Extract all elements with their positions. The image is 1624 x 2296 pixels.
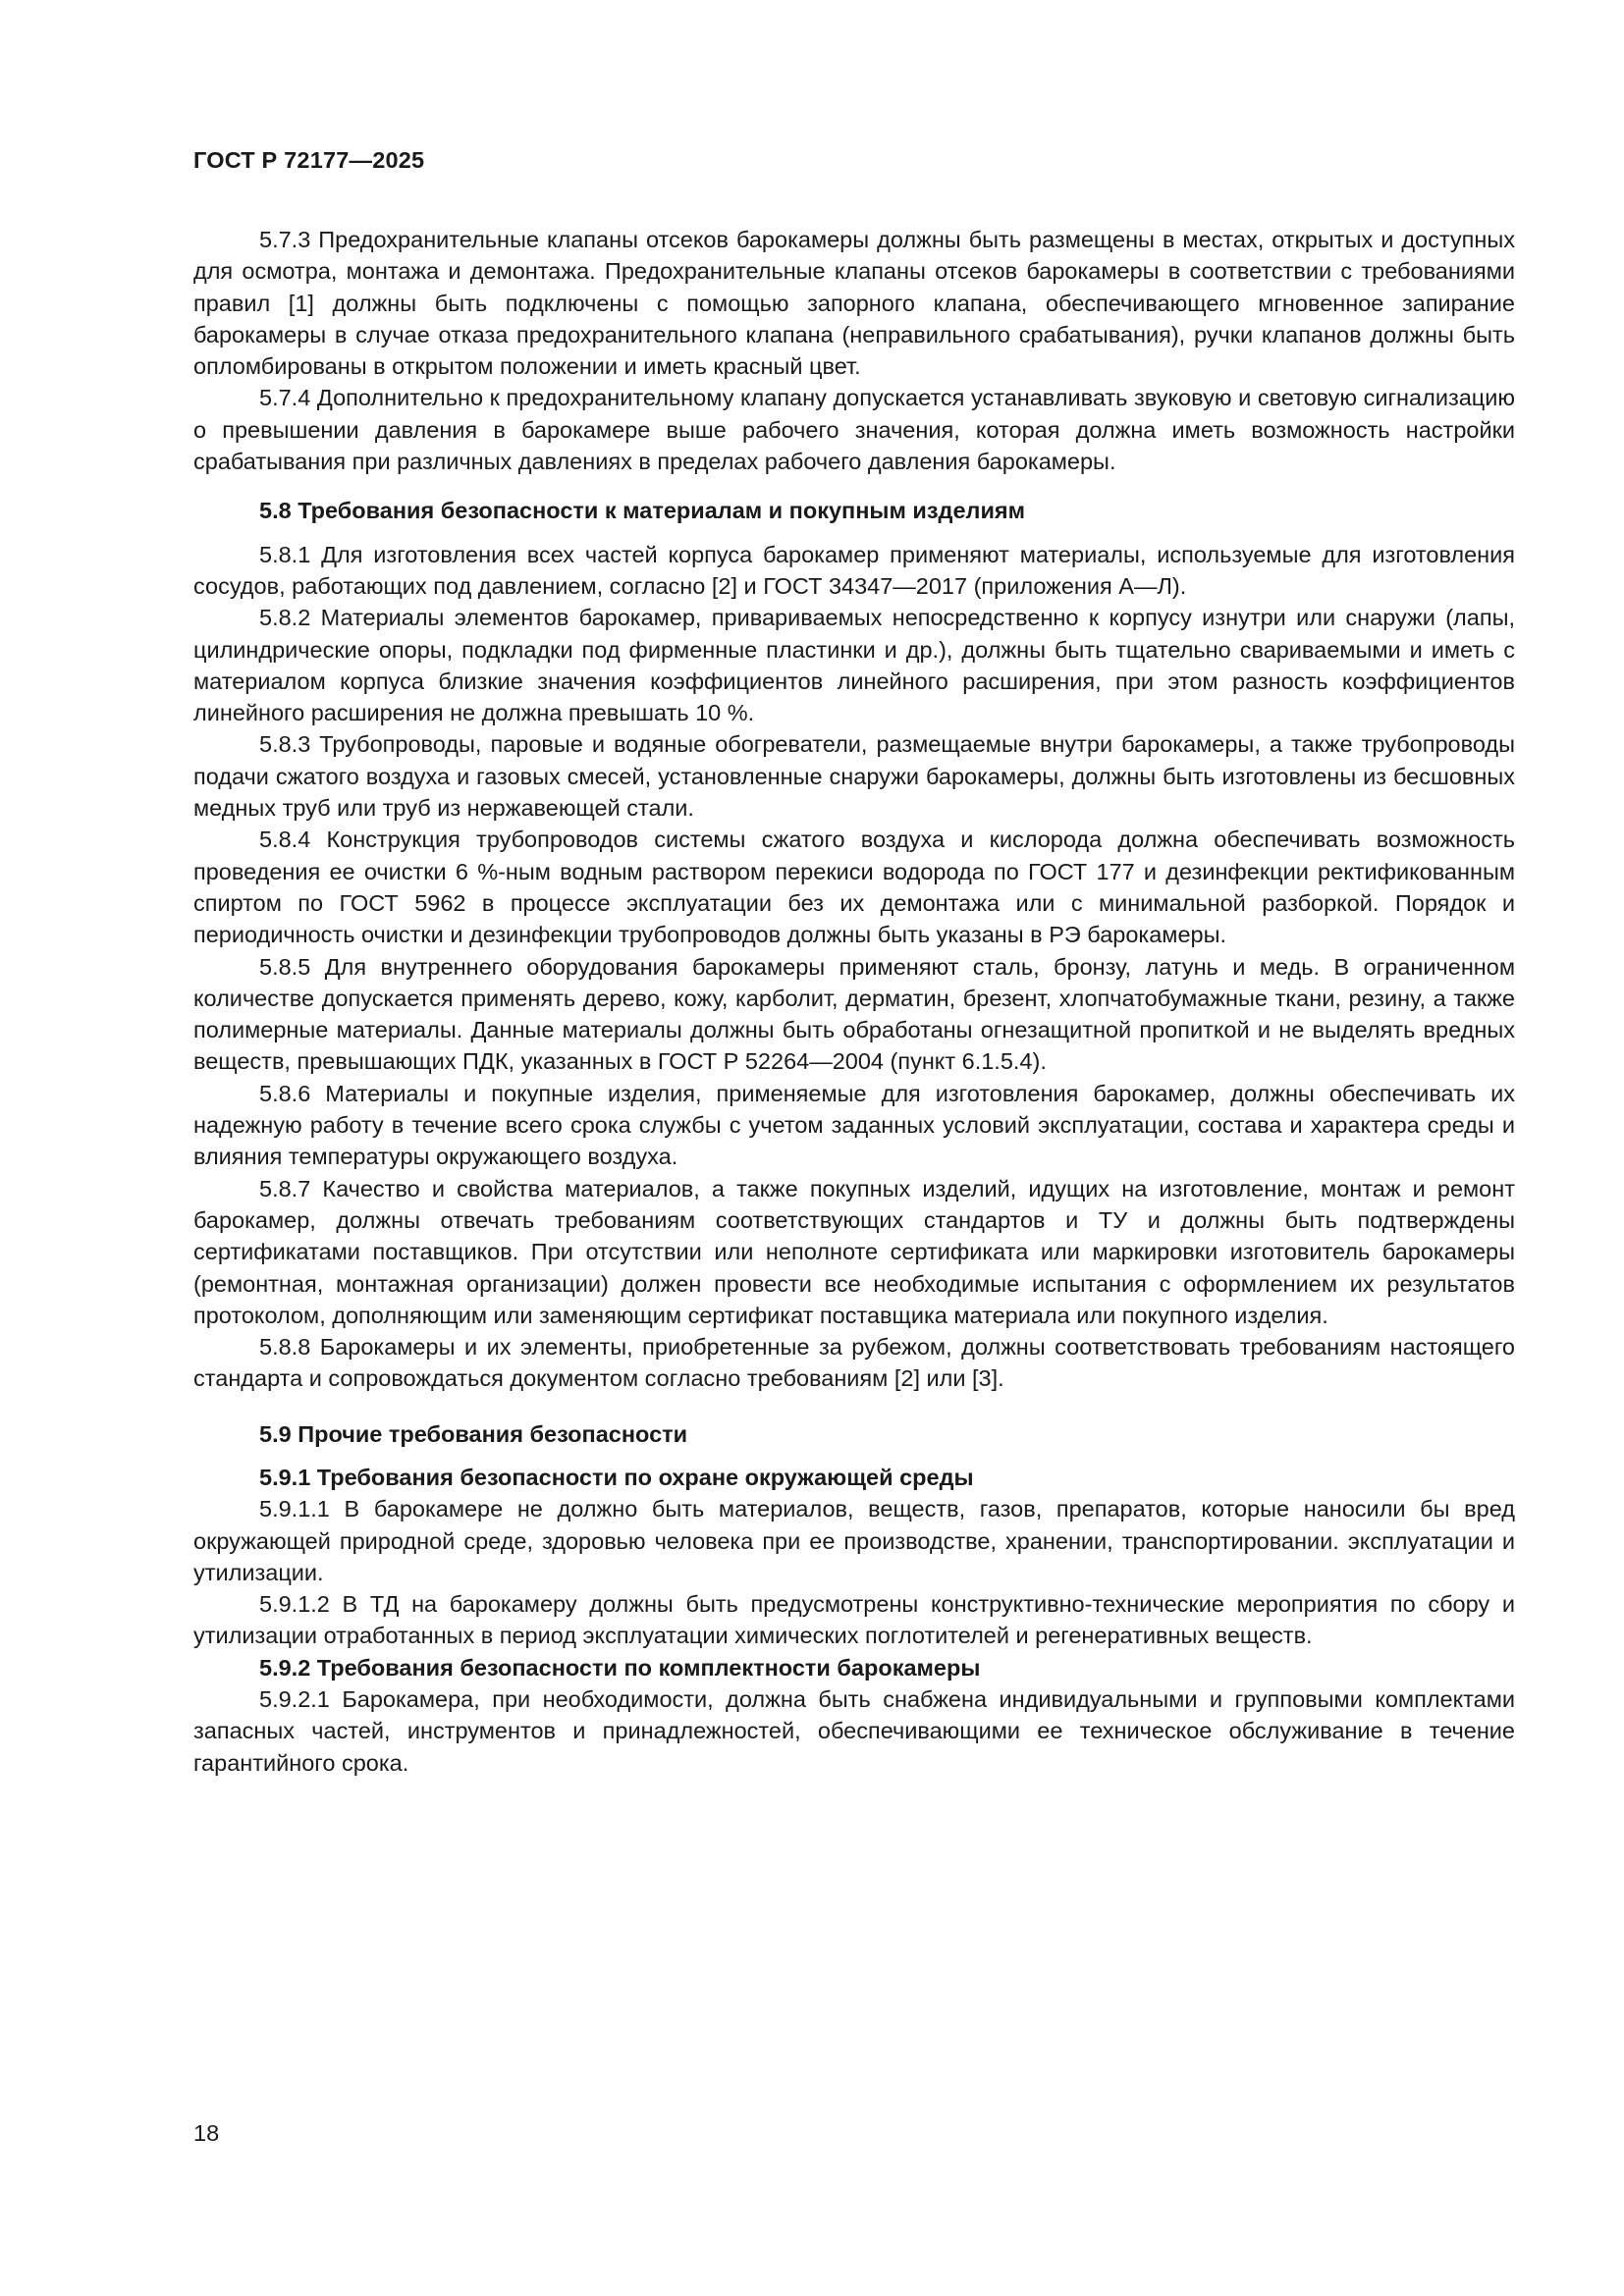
paragraph-5-8-8: 5.8.8 Барокамеры и их элементы, приобретенные за рубежом, должны соответствовать требованиям настоящего стандарта и сопровождаться документом согласно требованиям [2] или [3]. [193,1334,1515,1392]
paragraph-5-8-2: 5.8.2 Материалы элементов барокамер, привариваемых непосредственно к корпусу изнутри или снаружи (лапы, цилиндрические опоры, подкладки под фирменные пластинки и др.), должны быть тщательно свариваемыми и иметь с материалом корпуса близкие значения коэффициентов линейного расширения, при этом разность коэффициентов линейного расширения не должна превышать 10 %. [193,605,1515,726]
document-header: ГОСТ Р 72177—2025 [193,147,425,173]
subsection-heading-5-9-2: 5.9.2 Требования безопасности по комплектности барокамеры [259,1654,981,1681]
paragraph-5-9-2-1: 5.9.2.1 Барокамера, при необходимости, должна быть снабжена индивидуальными и групповыми комплектами запасных частей, инструментов и принадлежностей, обеспечивающими ее техническое обслуживание в течение гарантийного срока. [193,1686,1515,1776]
subsection-heading-5-9-1: 5.9.1 Требования безопасности по охране окружающей среды [259,1464,974,1490]
document-body [193,224,1515,1779]
paragraph-5-8-1: 5.8.1 Для изготовления всех частей корпуса барокамер применяют материалы, используемые для изготовления сосудов, работающих под давлением, согласно [2] и ГОСТ 34347—2017 (приложения А—Л). [193,541,1515,599]
section-heading-5-8: 5.8 Требования безопасности к материалам и покупным изделиям [259,498,1025,524]
paragraph-5-8-3: 5.8.3 Трубопроводы, паровые и водяные обогреватели, размещаемые внутри барокамеры, а также трубопроводы подачи сжатого воздуха и газовых смесей, установленные снаружи барокамеры, должны быть изготовлены из бесшовных медных труб или труб из нержавеющей стали. [193,731,1515,822]
paragraph-5-8-5: 5.8.5 Для внутреннего оборудования барокамеры применяют сталь, бронзу, латунь и медь. В ограниченном количестве допускается применять дерево, кожу, карболит, дерматин, брезент, хлопчатобумажные ткани, резину, а также полимерные материалы. Данные материалы должны быть обработаны огнезащитной пропиткой и не выделять вредных веществ, превышающих ПДК, указанных в ГОСТ Р 52264—2004 (пункт 6.1.5.4). [193,953,1515,1075]
page-number: 18 [193,2120,220,2146]
paragraph-5-7-4: 5.7.4 Дополнительно к предохранительному клапану допускается устанавливать звуковую и световую сигнализацию о превышении давления в барокамере выше рабочего значения, которая должна иметь возможность настройки срабатывания при различных давлениях в пределах рабочего давления барокамеры. [193,385,1515,475]
paragraph-5-7-3: 5.7.3 Предохранительные клапаны отсеков барокамеры должны быть размещены в местах, открытых и доступных для осмотра, монтажа и демонтажа. Предохранительные клапаны отсеков барокамеры в соответствии с требованиями правил [1] должны быть подключены с помощью запорного клапана, обеспечивающего мгновенное запирание барокамеры в случае отказа предохранительного клапана (неправильного срабатывания), ручки клапанов должны быть опломбированы в открытом положении и иметь красный цвет. [193,227,1515,380]
paragraph-5-8-7: 5.8.7 Качество и свойства материалов, а также покупных изделий, идущих на изготовление, монтаж и ремонт барокамер, должны отвечать требованиям соответствующих стандартов и ТУ и должны быть подтверждены сертификатами поставщиков. При отсутствии или неполноте сертификата или маркировки изготовитель барокамеры (ремонтная, монтажная организации) должен провести все необходимые испытания с оформлением их результатов протоколом, дополняющим или заменяющим сертификат поставщика материала или покупного изделия. [193,1175,1515,1328]
paragraph-5-8-6: 5.8.6 Материалы и покупные изделия, применяемые для изготовления барокамер, должны обеспечивать их надежную работу в течение всего срока службы с учетом заданных условий эксплуатации, состава и характера среды и влияния температуры окружающего воздуха. [193,1080,1515,1170]
paragraph-5-8-4: 5.8.4 Конструкция трубопроводов системы сжатого воздуха и кислорода должна обеспечивать возможность проведения ее очистки 6 %-ным водным раствором перекиси водорода по ГОСТ 177 и дезинфекции ректификованным спиртом по ГОСТ 5962 в процессе эксплуатации без их демонтажа или с минимальной разборкой. Порядок и периодичность очистки и дезинфекции трубопроводов должны быть указаны в РЭ барокамеры. [193,827,1515,948]
paragraph-5-9-1-2: 5.9.1.2 В ТД на барокамеру должны быть предусмотрены конструктивно-технические мероприятия по сбору и утилизации отработанных в период эксплуатации химических поглотителей и регенеративных веществ. [193,1591,1515,1649]
section-heading-5-9: 5.9 Прочие требования безопасности [259,1420,688,1447]
paragraph-5-9-1-1: 5.9.1.1 В барокамере не должно быть материалов, веществ, газов, препаратов, которые наносили бы вред окружающей природной среде, здоровью человека при ее производстве, хранении, транспортировании. эксплуатации и утилизации. [193,1496,1515,1585]
